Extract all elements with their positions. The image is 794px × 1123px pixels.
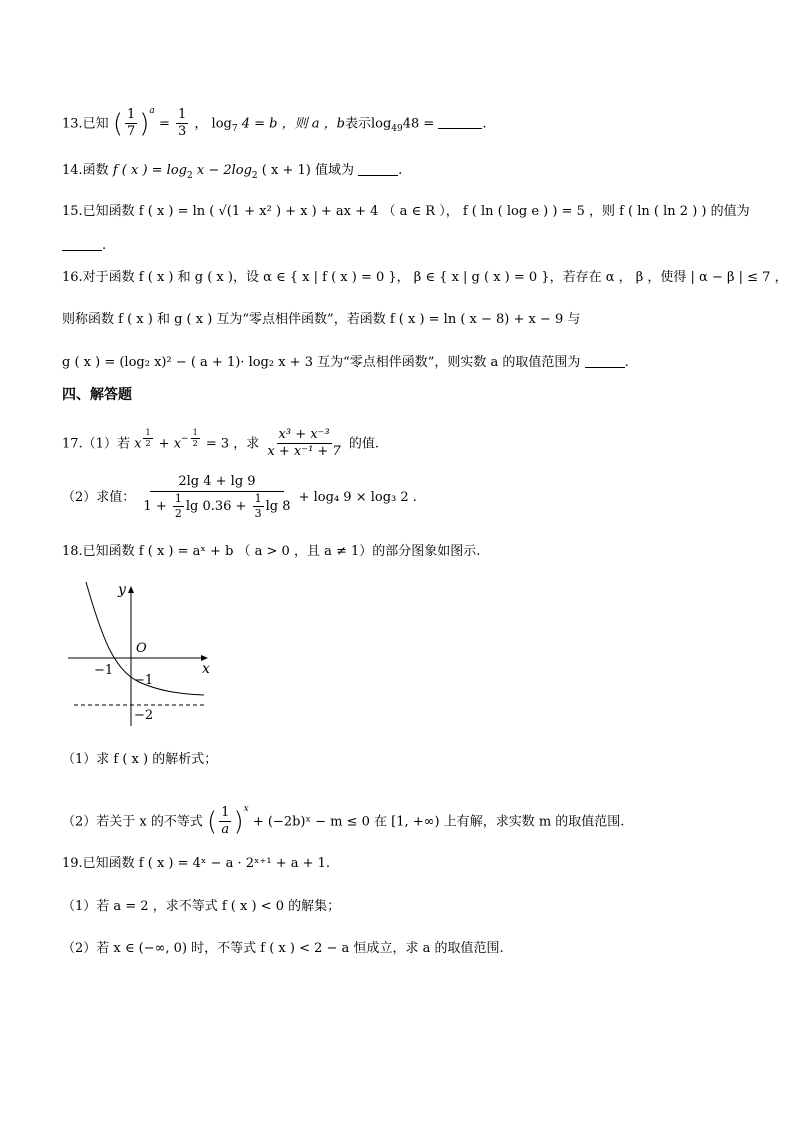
q13-number: 13.已知 (62, 116, 109, 132)
q13-fraction-one-seventh: $\frac{1}{7}$ (126, 107, 136, 140)
graph-label-minus2: −2 (134, 708, 154, 723)
q17-part2-fraction: 2lg 4 + lg 9 1 + $\frac{1}{2}$ lg 0.36 + $\frac{1}{3}$ lg 8 (143, 474, 291, 521)
q18-fraction-one-over-a: $\frac{1}{a}$ (221, 805, 230, 838)
graph-y-label: y (118, 582, 126, 598)
q17-exp-neg-half: − 1 2 (181, 427, 198, 449)
question-18-part-1: （1）求 f ( x ) 的解析式； (62, 752, 218, 767)
question-14: 14.函数 f ( x ) = $\log_2 x - 2\log_2$ ( x + 1) 值域为 . (62, 163, 403, 181)
section-heading: 四、解答题 (62, 387, 132, 403)
q15-answer-blank (62, 238, 102, 251)
q17-exp-half: 1 2 (145, 427, 151, 449)
question-16-line-2: 则称函数 f ( x ) 和 g ( x ) 互为“零点相伴函数”，若函数 f ( x ) = ln ( x − 8) + x − 9 与 (62, 312, 581, 327)
q16-answer-blank (585, 355, 625, 368)
question-18: 18.已知函数 f ( x ) = aˣ + b （ a > 0 ，且 a ≠ 1）的部分图象如图示. (62, 544, 481, 559)
graph-label-minus1-x: −1 (94, 663, 114, 678)
graph-label-minus1-y: −1 (134, 673, 154, 688)
q13-answer-blank (438, 116, 482, 129)
q17-fraction: $\frac{\text{x³ + x⁻³}}{\text{x + x⁻¹ + 7}}$ (267, 427, 341, 460)
y-axis-arrow-icon (128, 586, 134, 593)
question-19: 19.已知函数 f ( x ) = 4ˣ − a · 2ˣ⁺¹ + a + 1. (62, 856, 331, 871)
question-19-part-2: （2）若 x ∈ (−∞, 0) 时，不等式 f ( x ) < 2 − a 恒成立，求 a 的取值范围. (62, 941, 504, 956)
question-15: 15.已知函数 f ( x ) = ln ( √(1 + x² ) + x ) + ax + 4 （ a ∈ R ）， f ( ln ( log e ) ) = 5 ，则 f ( ln ( ln 2 ) ) 的值为 (62, 204, 750, 219)
question-17-part-1: 17.（1）若 x $^{\frac{1}{2}}$ + $x^{- \frac{1}{2}}$ = 3 ，求 $\frac{\text{x³ + x⁻³}}{\text{x + x⁻¹ + 7}}$ 的值. (62, 427, 380, 460)
q18-graph (64, 578, 224, 730)
question-16-line-3: g ( x ) = (log₂ x)² − ( a + 1)· log₂ x + 3 互为“零点相伴函数”，则实数 a 的取值范围为 . (62, 355, 629, 370)
question-18-part-2: （2）若关于 x 的不等式 ( $\frac{1}{a}$ )$^x$ + (−2b)ˣ − m ≤ 0 在 [1, +∞) 上有解，求实数 m 的取值范围. (62, 804, 625, 838)
q14-answer-blank (358, 163, 398, 176)
question-19-part-1: （1）若 a = 2 ，求不等式 f ( x ) < 0 的解集； (62, 899, 341, 914)
question-13: 13.已知 ( $\frac{1}{7}$ )$^a$ = $\frac{1}{3}$ ， $\log_7 4 = b$ ，则 a ，b表示$\log_{49}48$ = . (62, 106, 487, 140)
graph-origin-label: O (136, 641, 147, 656)
question-15-blank-line: . (62, 238, 106, 252)
question-16-line-1: 16.对于函数 f ( x ) 和 g ( x )，设 α ∈ { x | f ( x ) = 0 }， β ∈ { x | g ( x ) = 0 }，若存在 α ， β ，使得 | α − β | ≤ 7 ， (62, 270, 788, 285)
graph-x-label: x (202, 661, 210, 677)
question-17-part-2: （2）求值： 2lg 4 + lg 9 1 + $\frac{1}{2}$ lg 0.36 + $\frac{1}{3}$ lg 8 + log₄ 9 × log₃ 2 . (62, 474, 417, 521)
q13-fraction-one-third: $\frac{1}{3}$ (177, 107, 187, 140)
